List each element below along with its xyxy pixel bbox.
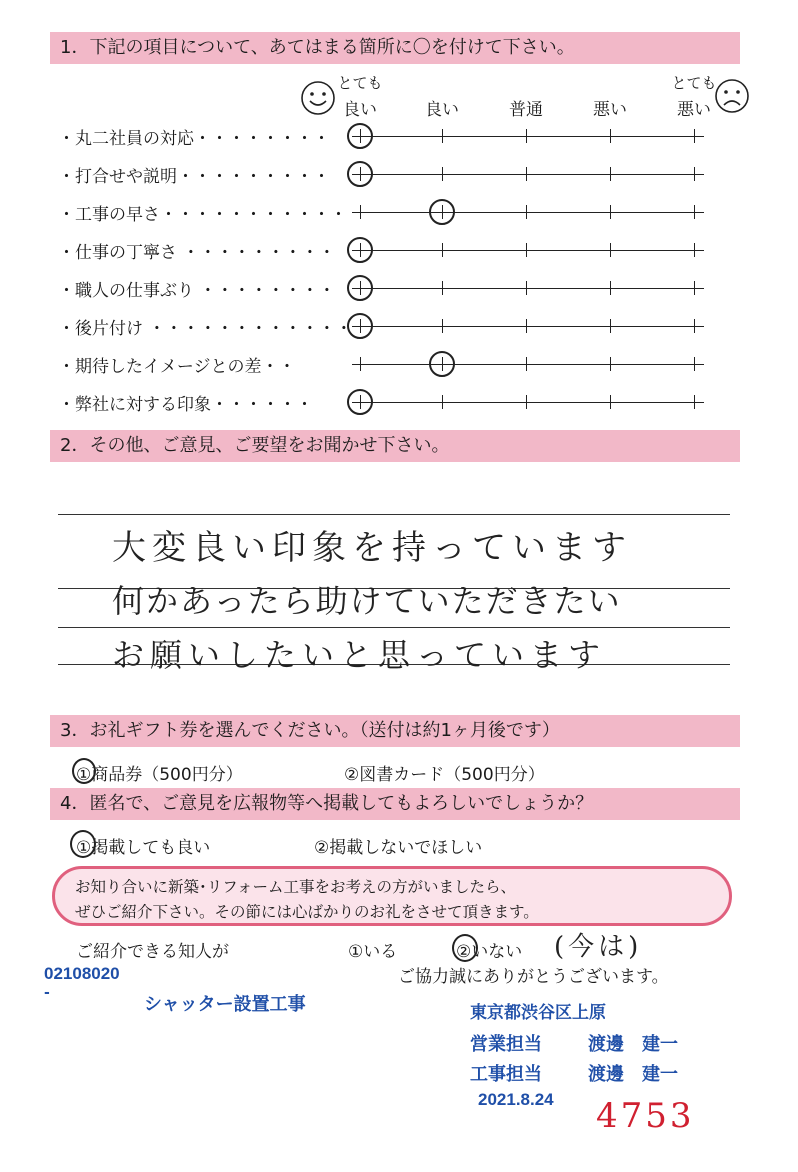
rating-tick[interactable] (694, 281, 695, 295)
rating-tick[interactable] (610, 395, 611, 409)
selection-circle (72, 758, 96, 784)
rating-tick[interactable] (694, 129, 695, 143)
rating-item-label: ・丸二社員の対応・・・・・・・・ (58, 129, 330, 149)
referral-handwritten-note: (今は) (554, 932, 643, 962)
rating-tick[interactable] (526, 357, 527, 371)
rating-item-label: ・後片付け ・・・・・・・・・・・・ (58, 319, 353, 339)
referral-box-line-1: お知り合いに新築･リフォーム工事をお考えの方がいましたら、 (75, 878, 516, 896)
sales-name: 渡邊 建一 (588, 1034, 678, 1055)
rating-tick[interactable] (526, 243, 527, 257)
comment-line-2: 何かあったら助けていただきたい (112, 582, 622, 620)
rating-item-label: ・職人の仕事ぶり ・・・・・・・・ (58, 281, 336, 301)
rating-scale-line (352, 326, 704, 327)
customer-code: 02108020 (44, 964, 120, 983)
referral-box-line-2: ぜひご紹介下さい。その節には心ばかりのお礼をさせて頂きます。 (75, 903, 539, 921)
referral-box (52, 866, 732, 926)
rating-scale-line (352, 136, 704, 137)
column-header: 良い (425, 100, 459, 120)
selection-circle (347, 313, 373, 339)
rating-tick[interactable] (610, 281, 611, 295)
rating-tick[interactable] (360, 357, 361, 371)
sales-role: 営業担当 (470, 1034, 542, 1055)
selection-circle (347, 123, 373, 149)
rating-scale-line (352, 288, 704, 289)
column-header: 良い (343, 100, 377, 120)
rating-scale-line (352, 364, 704, 365)
rating-item-label: ・打合せや説明・・・・・・・・・ (58, 167, 330, 187)
referral-option-1[interactable]: ①いる (348, 942, 398, 962)
rating-tick[interactable] (442, 129, 443, 143)
rating-tick[interactable] (610, 357, 611, 371)
rating-tick[interactable] (694, 167, 695, 181)
rating-tick[interactable] (526, 167, 527, 181)
handwritten-number: 4753 (596, 1096, 695, 1136)
rating-tick[interactable] (442, 319, 443, 333)
q2-title: 2．その他、ご意見、ご要望をお聞かせ下さい。 (50, 430, 740, 462)
rating-scale-line (352, 174, 704, 175)
rating-tick[interactable] (526, 395, 527, 409)
rating-tick[interactable] (526, 129, 527, 143)
q4-title: 4．匿名で、ご意見を広報物等へ掲載してもよろしいでしょうか？ (50, 788, 740, 820)
rating-scale-line (352, 402, 704, 403)
job-title: シャッター設置工事 (144, 994, 306, 1015)
code-dash: - (44, 985, 50, 1001)
rating-item-label: ・工事の早さ・・・・・・・・・・・ (58, 205, 347, 225)
rating-tick[interactable] (360, 205, 361, 219)
selection-circle (452, 934, 478, 962)
rating-tick[interactable] (442, 167, 443, 181)
date: 2021.8.24 (478, 1090, 554, 1109)
publish-option-1[interactable]: ①掲載しても良い (76, 838, 211, 858)
rating-tick[interactable] (694, 395, 695, 409)
selection-circle (347, 161, 373, 187)
selection-circle (429, 351, 455, 377)
column-header-top: とても (671, 74, 717, 92)
q1-title: 1．下記の項目について、あてはまる箇所に〇を付けて下さい。 (50, 32, 740, 64)
gift-option-2[interactable]: ②図書カード（500円分） (344, 765, 545, 785)
selection-circle (347, 389, 373, 415)
comment-rule (58, 627, 730, 628)
column-header: 悪い (677, 100, 711, 120)
comment-line-3: お願いしたいと思っています (112, 636, 607, 674)
column-header-top: とても (337, 74, 383, 92)
comment-rule (58, 514, 730, 515)
rating-item-label: ・仕事の丁寧さ ・・・・・・・・・ (58, 243, 336, 263)
selection-circle (347, 237, 373, 263)
column-header: 悪い (593, 100, 627, 120)
construction-name: 渡邊 建一 (588, 1064, 678, 1085)
rating-item-label: ・期待したイメージとの差・・ (58, 357, 296, 377)
rating-tick[interactable] (694, 319, 695, 333)
rating-tick[interactable] (442, 281, 443, 295)
column-header: 普通 (509, 100, 543, 120)
thanks-text: ご協力誠にありがとうございます。 (398, 967, 669, 987)
rating-tick[interactable] (694, 205, 695, 219)
rating-item-label: ・弊社に対する印象・・・・・・ (58, 395, 313, 415)
rating-tick[interactable] (526, 319, 527, 333)
rating-tick[interactable] (526, 205, 527, 219)
rating-tick[interactable] (526, 281, 527, 295)
rating-tick[interactable] (442, 395, 443, 409)
referral-option-2[interactable]: ②いない (456, 942, 523, 962)
selection-circle (70, 830, 96, 858)
rating-scale-line (352, 250, 704, 251)
rating-tick[interactable] (610, 319, 611, 333)
construction-role: 工事担当 (470, 1064, 542, 1085)
comment-line-1: 大変良い印象を持っています (112, 528, 632, 568)
rating-tick[interactable] (610, 129, 611, 143)
selection-circle (429, 199, 455, 225)
q3-title: 3．お礼ギフト券を選んでください。（送付は約1ヶ月後です） (50, 715, 740, 747)
selection-circle (347, 275, 373, 301)
rating-tick[interactable] (694, 357, 695, 371)
rating-tick[interactable] (694, 243, 695, 257)
rating-tick[interactable] (610, 167, 611, 181)
gift-option-1[interactable]: ①商品券（500円分） (76, 765, 243, 785)
rating-tick[interactable] (610, 205, 611, 219)
address: 東京都渋谷区上原 (470, 1003, 606, 1023)
publish-option-2[interactable]: ②掲載しないでほしい (314, 838, 483, 858)
referral-question: ご紹介できる知人が (76, 942, 229, 962)
rating-tick[interactable] (442, 243, 443, 257)
rating-scale-line (352, 212, 704, 213)
rating-tick[interactable] (610, 243, 611, 257)
